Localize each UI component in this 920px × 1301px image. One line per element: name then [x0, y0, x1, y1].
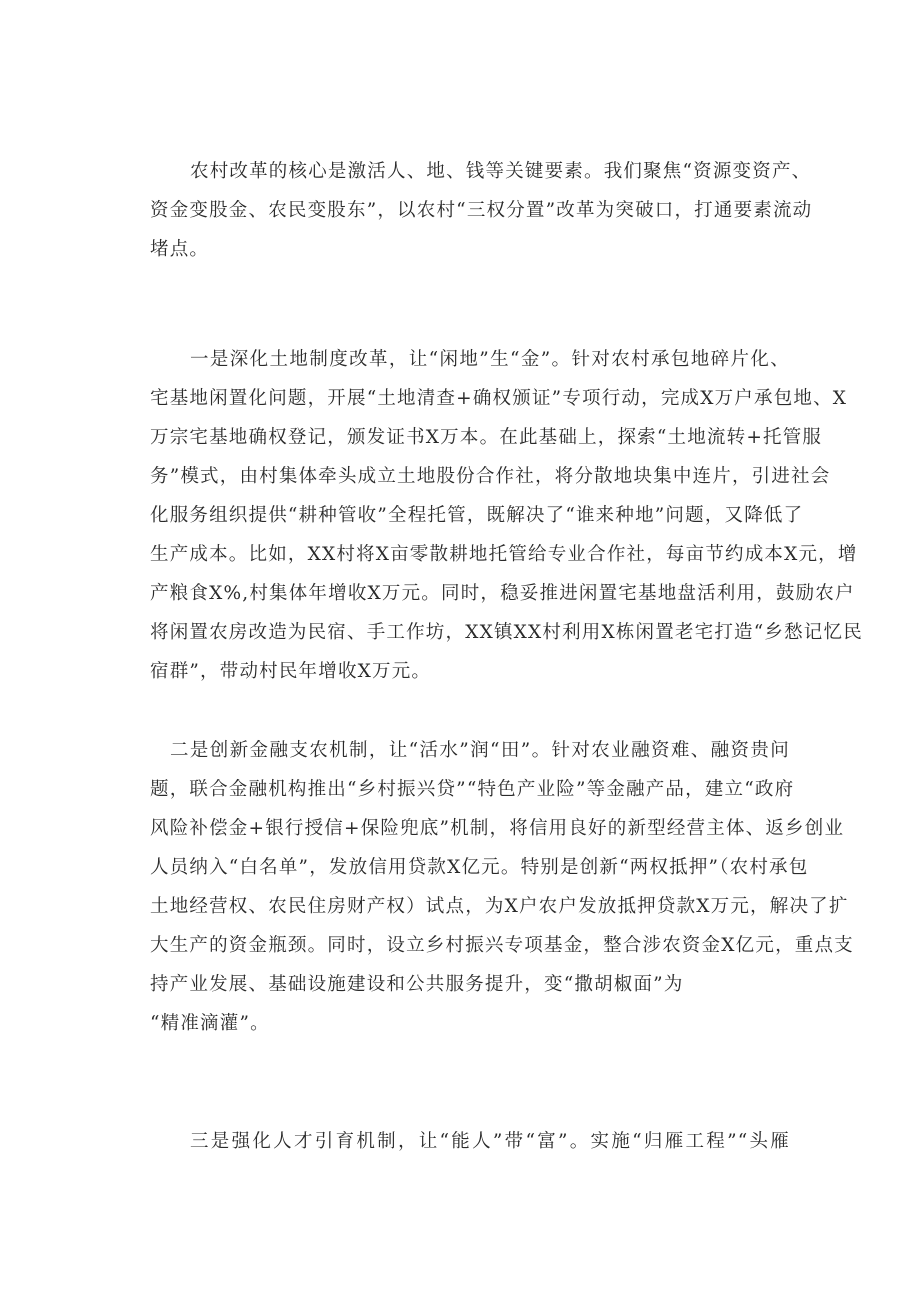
text-line: 化服务组织提供“耕种管收”全程托管，既解决了“谁来种地”问题，又降低了	[150, 505, 804, 526]
paragraph-intro	[150, 152, 813, 269]
text-line: 三是强化人才引育机制，让“能人”带“富”。实施“归雁工程”“头雁	[190, 1131, 790, 1152]
text-line: 二是创新金融支农机制，让“活水”润“田”。针对农业融资难、融资贵问	[170, 740, 790, 761]
text-line: 宿群”，带动村民年增收X万元。	[150, 661, 432, 682]
text-line: 生产成本。比如，XX村将X亩零散耕地托管给专业合作社，每亩节约成本X元，增	[150, 544, 858, 565]
text-line: 风险补偿金+银行授信+保险兜底”机制，将信用良好的新型经营主体、返乡创业	[150, 818, 845, 839]
text-line: 将闲置农房改造为民宿、手工作坊，XX镇XX村利用X栋闲置老宅打造“乡愁记忆民	[150, 622, 863, 643]
text-line: 大生产的资金瓶颈。同时，设立乡村振兴专项基金，整合涉农资金X亿元，重点支	[150, 935, 854, 956]
text-line: 万宗宅基地确权登记，颁发证书X万本。在此基础上，探索“土地流转+托管服	[150, 427, 823, 448]
text-line: 题，联合金融机构推出“乡村振兴贷”“特色产业险”等金融产品，建立“政府	[150, 779, 795, 800]
paragraph-finance	[150, 731, 854, 1043]
text-line: 农村改革的核心是激活人、地、钱等关键要素。我们聚焦“资源变资产、	[190, 161, 812, 182]
text-line: 土地经营权、农民住房财产权）试点，为X户农户发放抵押贷款X万元，解决了扩	[150, 896, 849, 917]
text-line: 持产业发展、基础设施建设和公共服务提升，变“撒胡椒面”为	[150, 974, 684, 995]
text-line: 务”模式，由村集体牵头成立土地股份合作社，将分散地块集中连片，引进社会	[150, 466, 831, 487]
text-line: 人员纳入“白名单”，发放信用贷款X亿元。特别是创新“两权抵押”（农村承包	[150, 857, 809, 878]
text-line: “精准滴灌”。	[150, 1013, 270, 1034]
text-line: 资金变股金、农民变股东”，以农村“三权分置”改革为突破口，打通要素流动	[150, 200, 813, 221]
text-line: 堵点。	[150, 239, 210, 260]
text-line: 宅基地闲置化问题，开展“土地清查+确权颁证”专项行动，完成X万户承包地、X	[150, 388, 848, 409]
paragraph-land-reform	[150, 340, 863, 691]
paragraph-talent	[150, 1122, 790, 1161]
text-line: 一是深化土地制度改革，让“闲地”生“金”。针对农村承包地碎片化、	[190, 349, 790, 370]
text-line: 产粮食X%,村集体年增收X万元。同时，稳妥推进闲置宅基地盘活利用，鼓励农户	[150, 583, 855, 604]
